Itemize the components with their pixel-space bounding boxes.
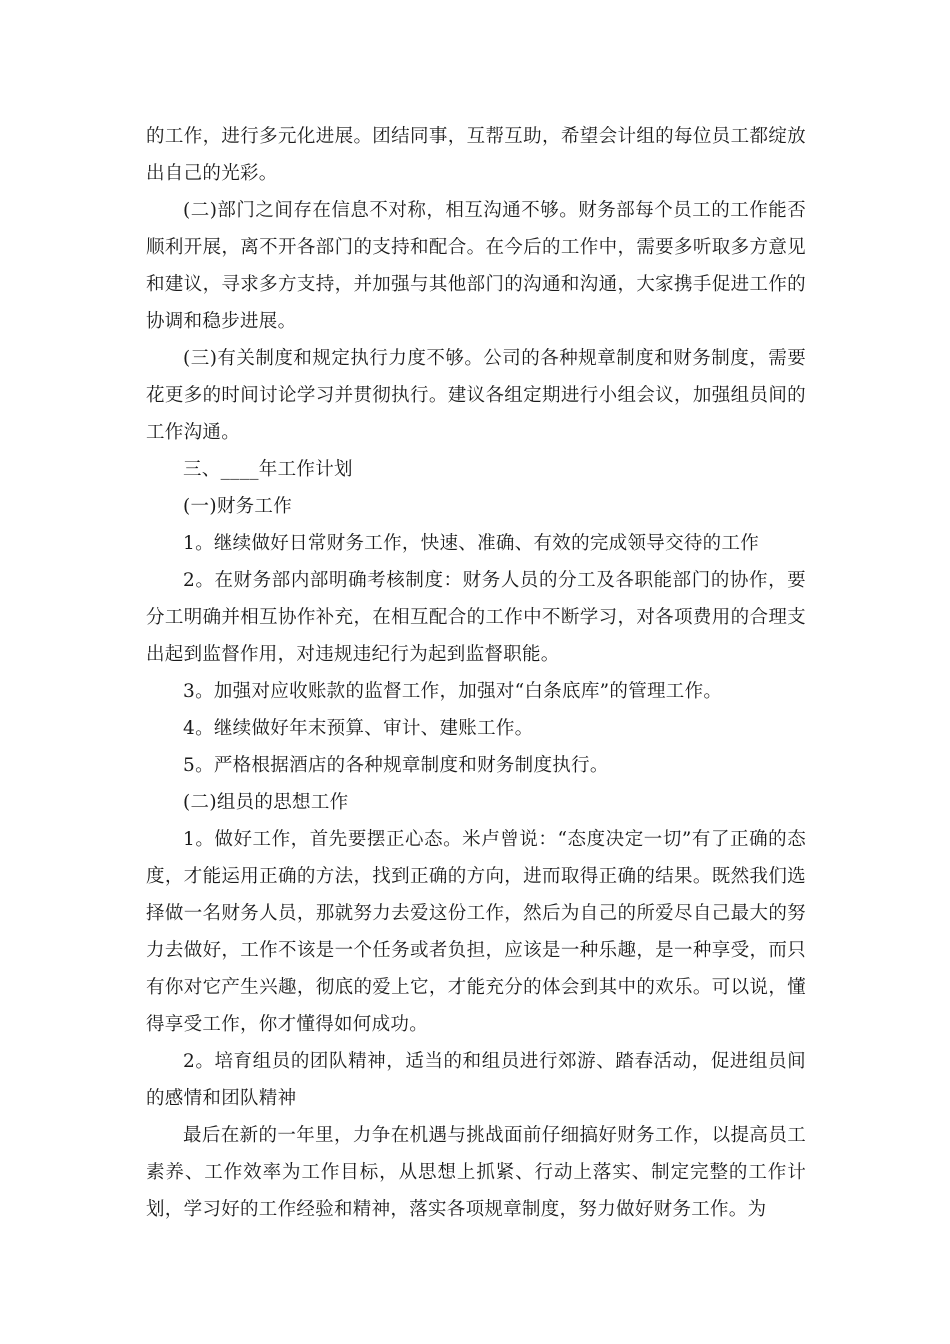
- list-item: 4。继续做好年末预算、审计、建账工作。: [183, 718, 534, 739]
- list-item: 2。在财务部内部明确考核制度：财务人员的分工及各职能部门的协作，要分工明确并相互协作补充，在相互配合的工作中不断学习，对各项费用的合理支出起到监督作用，对违规违纪行为起到监督职能。: [146, 570, 806, 665]
- list-item: 1。做好工作，首先要摆正心态。米卢曾说：“态度决定一切”有了正确的态度，才能运用正确的方法，找到正确的方向，进而取得正确的结果。既然我们选择做一名财务人员，那就努力去爱这份工作，然后为自己的所爱尽自己最大的努力去做好，工作不该是一个任务或者负担，应该是一种乐趣，是一种享受，而只有你对它产生兴趣，彻底的爱上它，才能充分的体会到其中的欢乐。可以说，懂得享受工作，你才懂得如何成功。: [146, 829, 806, 1035]
- list-item: 3。加强对应收账款的监督工作，加强对“白条底库”的管理工作。: [183, 681, 723, 702]
- paragraph: 最后在新的一年里，力争在机遇与挑战面前仔细搞好财务工作，以提高员工素养、工作效率为工作目标，从思想上抓紧、行动上落实、制定完整的工作计划，学习好的工作经验和精神，落实各项规章制度，努力做好财务工作。为: [146, 1125, 806, 1220]
- section-heading: 三、____年工作计划: [183, 459, 353, 480]
- list-item: 1。继续做好日常财务工作，快速、准确、有效的完成领导交待的工作: [183, 533, 760, 554]
- subsection-heading: (二)组员的思想工作: [183, 792, 349, 813]
- list-item: 5。严格根据酒店的各种规章制度和财务制度执行。: [183, 755, 609, 776]
- paragraph: 的工作，进行多元化进展。团结同事，互帮互助，希望会计组的每位员工都绽放出自己的光彩。: [146, 126, 806, 184]
- paragraph: (三)有关制度和规定执行力度不够。公司的各种规章制度和财务制度，需要花更多的时间讨论学习并贯彻执行。建议各组定期进行小组会议，加强组员间的工作沟通。: [146, 348, 806, 443]
- list-item: 2。培育组员的团队精神，适当的和组员进行郊游、踏春活动，促进组员间的感情和团队精神: [146, 1051, 806, 1109]
- document-body: [146, 118, 806, 1228]
- subsection-heading: (一)财务工作: [183, 496, 293, 517]
- paragraph: (二)部门之间存在信息不对称，相互沟通不够。财务部每个员工的工作能否顺利开展，离不开各部门的支持和配合。在今后的工作中，需要多听取多方意见和建议，寻求多方支持，并加强与其他部门的沟通和沟通，大家携手促进工作的协调和稳步进展。: [146, 200, 806, 332]
